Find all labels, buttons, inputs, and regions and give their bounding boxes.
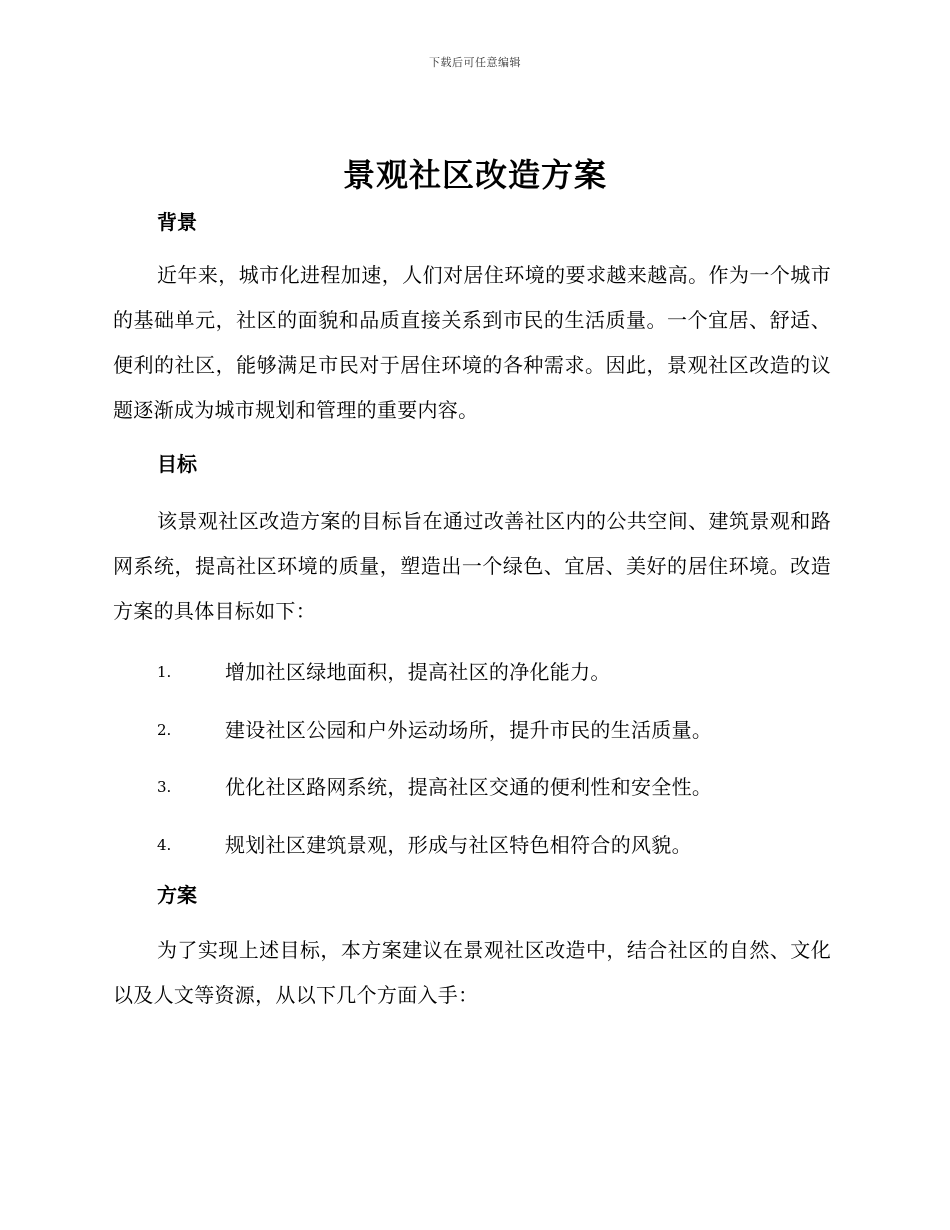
section-heading-background: 背景 [157,210,197,234]
list-item-text: 优化社区路网系统，提高社区交通的便利性和安全性。 [225,775,713,799]
list-item-text: 建设社区公园和户外运动场所，提升市民的生活质量。 [225,717,713,742]
goals-list [113,644,831,874]
document-title: 景观社区改造方案 [342,156,607,194]
list-item [113,644,831,702]
list-item [113,702,831,760]
list-item-number: 2. [157,720,172,739]
list-item [113,759,831,817]
list-item-number: 3. [157,778,172,796]
page-header: 下载后可任意编辑 [429,56,521,69]
plan-paragraph: 为了实现上述目标，本方案建议在景观社区改造中，结合社区的自然、文化以及人文等资源，从以下几个方面入手： [113,938,831,1007]
section-heading-plan: 方案 [157,883,197,907]
goals-paragraph: 该景观社区改造方案的目标旨在通过改善社区内的公共空间、建筑景观和路网系统，提高社区环境的质量，塑造出一个绿色、宜居、美好的居住环境。改造方案的具体目标如下： [113,509,831,623]
list-item [113,817,831,875]
list-item-text: 规划社区建筑景观，形成与社区特色相符合的风貌。 [225,832,692,857]
list-item-number: 1. [157,663,172,681]
section-heading-goals: 目标 [157,452,197,476]
background-paragraph: 近年来，城市化进程加速，人们对居住环境的要求越来越高。作为一个城市的基础单元，社区的面貌和品质直接关系到市民的生活质量。一个宜居、舒适、便利的社区，能够满足市民对于居住环境的各种需求。因此，景观社区改造的议题逐渐成为城市规划和管理的重要内容。 [113,263,831,422]
list-item-text: 增加社区绿地面积，提高社区的净化能力。 [225,660,611,684]
document-body [113,205,831,1018]
list-item-number: 4. [157,835,172,854]
